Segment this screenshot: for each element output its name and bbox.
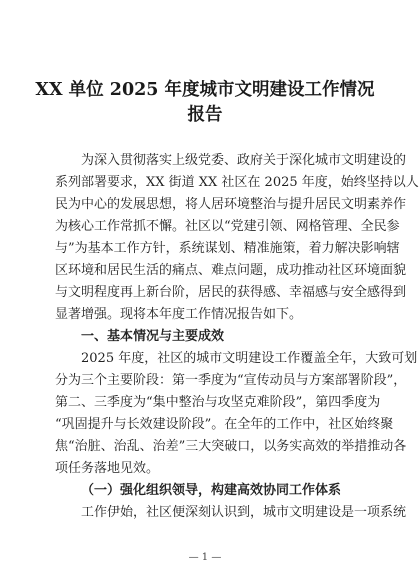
page-number: — 1 — [188,552,222,563]
paragraph-line: 2025 年度，社区的城市文明建设工作覆盖全年，大致可划 [81,351,418,366]
title-line-2: 报告 [187,105,223,125]
section-heading: 一、基本情况与主要成效 [81,329,225,344]
title-line-1: XX 单位 2025 年度城市文明建设工作情况 [35,80,375,100]
paragraph-line: 第二、三季度为“集中整治与攻坚克难阶段”，第四季度为 [55,395,381,410]
paragraph-line: 工作伊始，社区便深刻认识到，城市文明建设是一项系统 [81,505,407,520]
paragraph-line: 系列部署要求，XX 街道 XX 社区在 2025 年度，始终坚持以人 [55,175,419,190]
paragraph-line: 项任务落地见效。 [55,461,160,476]
paragraph-line: 显著增强。现将本年度工作情况报告如下。 [55,307,303,322]
paragraph-line: 为核心工作常抓不懈。社区以“党建引领、网格管理、全民参 [55,219,400,234]
paragraph-line: 民为中心的发展思想，将人居环境整治与提升居民文明素养作 [55,197,407,212]
document-body [55,150,419,524]
paragraph-line: 与”为基本工作方针，系统谋划、精准施策，着力解决影响辖 [55,241,400,256]
paragraph-line: “巩固提升与长效建设阶段”。在全年的工作中，社区始终聚 [55,417,394,432]
document-title [0,78,410,128]
subsection-heading: （一）强化组织领导，构建高效协同工作体系 [81,483,342,498]
paragraph-line: 为深入贯彻落实上级党委、政府关于深化城市文明建设的 [81,153,407,168]
paragraph-line: 分为三个主要阶段：第一季度为“宣传动员与方案部署阶段”， [55,373,407,388]
paragraph-line: 焦“治脏、治乱、治差”三大突破口，以务实高效的举措推动各 [55,439,407,454]
paragraph-line: 与文明程度再上新台阶，居民的获得感、幸福感与安全感得到 [55,285,407,300]
paragraph-line: 区环境和居民生活的痛点、难点问题，成功推动社区环境面貌 [55,263,407,278]
